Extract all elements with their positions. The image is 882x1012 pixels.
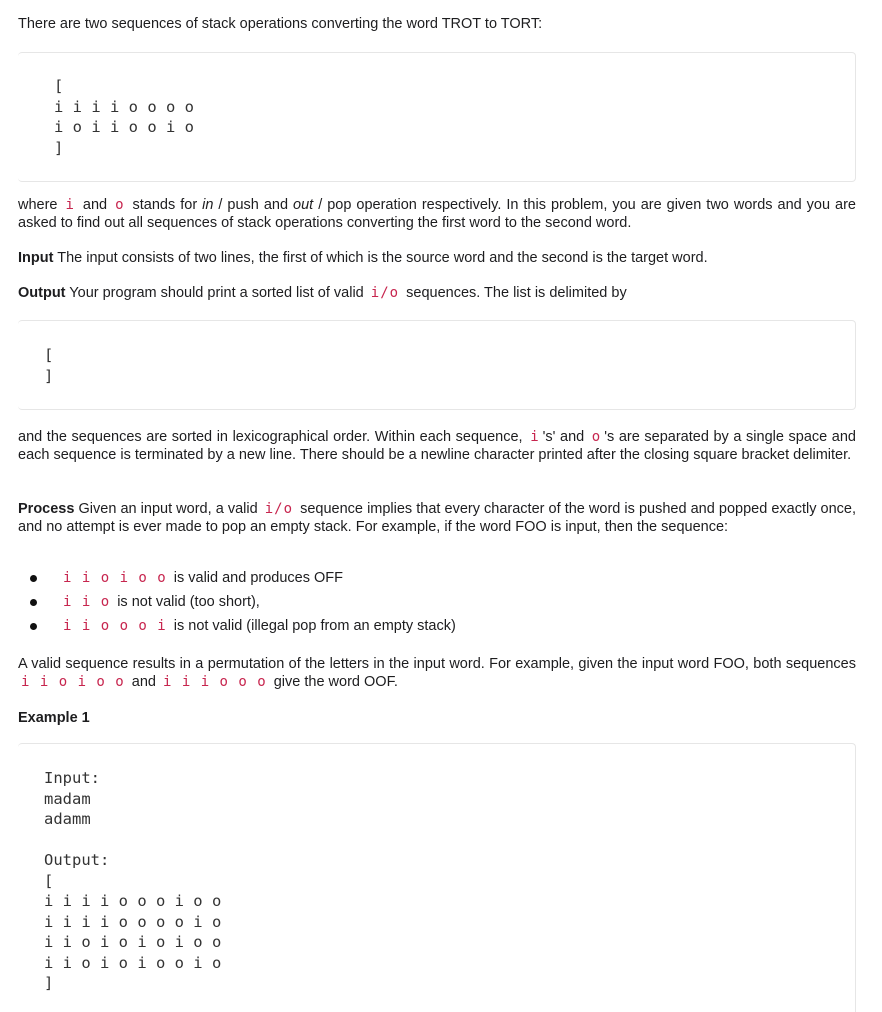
- code-line: i i i i o o o o i o: [44, 912, 222, 931]
- code-line: i i i i o o o i o o: [44, 892, 222, 910]
- code-line: [: [44, 871, 54, 890]
- code-line: ]: [54, 138, 64, 157]
- inline-code: i i o i o o: [21, 674, 125, 690]
- code-block-delimiter: [18, 320, 856, 410]
- code-line: madam: [44, 789, 91, 808]
- example-input-label: Input:: [44, 769, 100, 787]
- example-heading: Example 1: [18, 710, 90, 726]
- code-block-trot-tort: [18, 52, 856, 182]
- intro-text: There are two sequences of stack operations converting the word TROT to TORT:: [18, 16, 543, 32]
- inline-code: i: [65, 197, 75, 213]
- code-line: i o i i o o i o: [54, 118, 194, 136]
- output-paragraph: Output Your program should print a sorted list of valid i/o sequences. The list is delimited by: [18, 285, 627, 301]
- bullet-icon: [30, 623, 37, 630]
- code-line: ]: [44, 366, 54, 385]
- example-output-label: Output:: [44, 851, 110, 869]
- sorted-paragraph: and the sequences are sorted in lexicographical order. Within each sequence, i 's' and o 's are separated by a single space and each sequence is terminated by a new line. There should be a newline character printed after the closing square bracket delimiter.: [18, 429, 856, 463]
- inline-code: i/o: [370, 285, 400, 301]
- inline-code: o: [591, 429, 602, 445]
- inline-code: i: [530, 429, 540, 445]
- bullet-icon: [30, 599, 37, 606]
- list-item: i i o is not valid (too short),: [18, 590, 856, 614]
- process-label: Process: [18, 501, 75, 517]
- code-line: [: [54, 77, 64, 95]
- inline-code: o: [115, 197, 125, 213]
- code-line: i i o i o i o o i o: [44, 953, 222, 972]
- input-paragraph: Input The input consists of two lines, the first of which is the source word and the second is the target word.: [18, 250, 708, 266]
- process-paragraph: Process Given an input word, a valid i/o sequence implies that every character of the word is pushed and popped exactly once, and no attempt is ever made to pop an empty stack. For example, if the word FOO is input, then the sequence:: [18, 501, 857, 535]
- list-item: i i o o o i is not valid (illegal pop from an empty stack): [18, 614, 856, 638]
- code-line: i i i i o o o o: [54, 97, 194, 116]
- output-label: Output: [18, 285, 66, 301]
- example-code-block: [18, 743, 856, 1012]
- inline-code: i/o: [264, 501, 294, 517]
- inline-code: i i i o o o: [162, 674, 267, 690]
- where-paragraph: where i and o stands for in / push and out / pop operation respectively. In this problem, you are given two words and you are asked to find out all sequences of stack operations converting the first word to the second word.: [18, 197, 857, 231]
- list-item: i i o i o o is valid and produces OFF: [18, 566, 856, 590]
- code-line: adamm: [44, 810, 91, 828]
- bullet-icon: [30, 575, 37, 582]
- code-line: ]: [44, 974, 54, 992]
- code-line: [: [44, 346, 54, 364]
- input-label: Input: [18, 250, 54, 266]
- valid-paragraph: A valid sequence results in a permutation of the letters in the input word. For example, given the input word FOO, both sequences i i o i o o and i i i o o o give the word OOF.: [18, 656, 856, 690]
- example-bullet-list: [18, 566, 856, 638]
- code-line: i i o i o i o i o o: [44, 933, 222, 951]
